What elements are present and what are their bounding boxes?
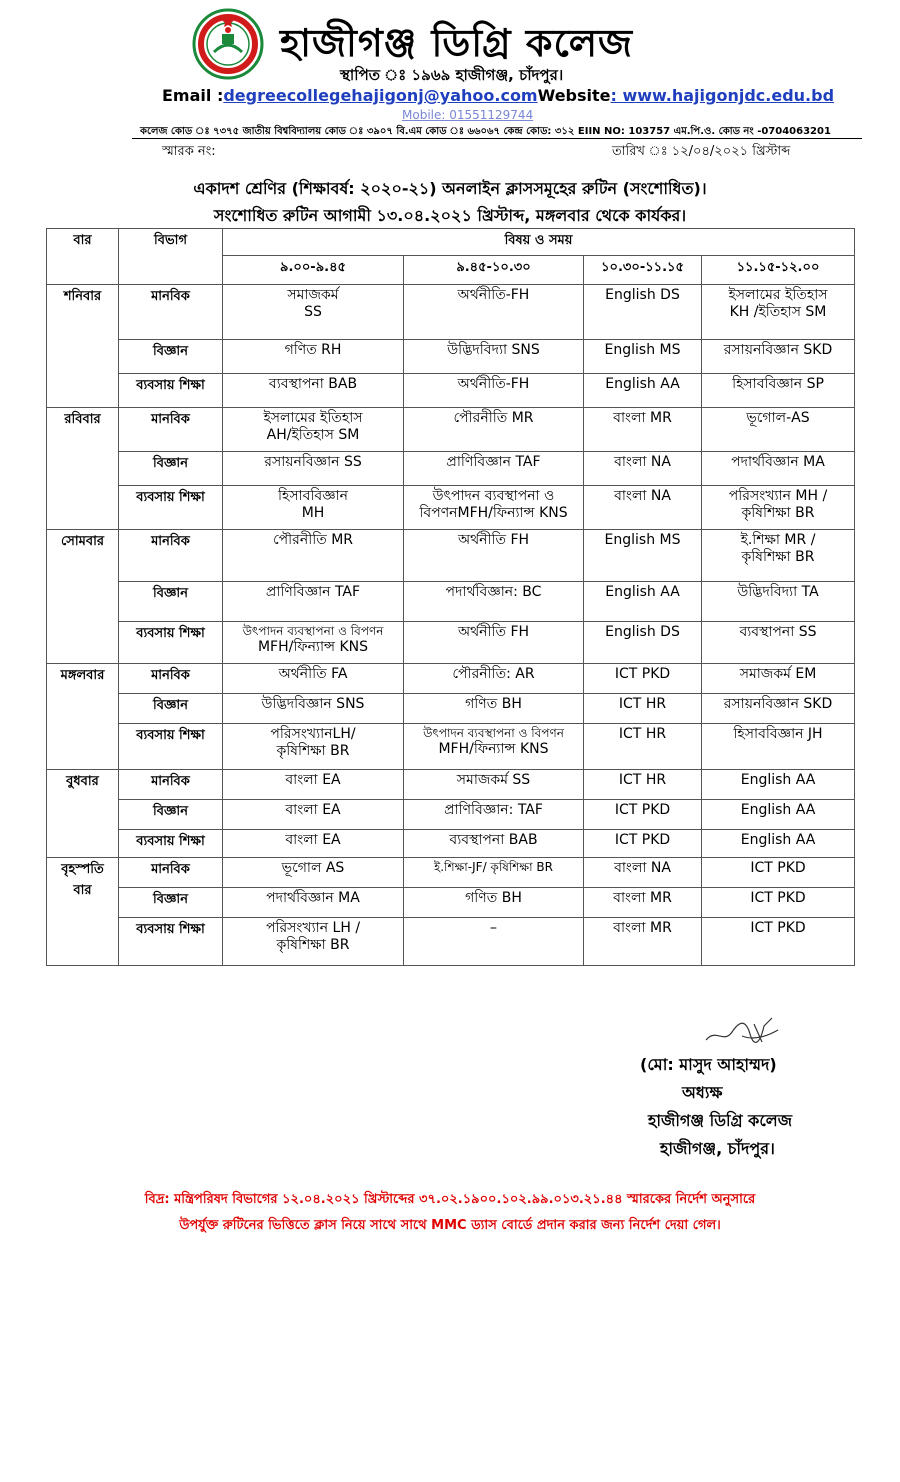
subject-line: ব্যবস্থাপনা BAB xyxy=(268,376,358,392)
subject-line: রসায়নবিজ্ঞান SKD xyxy=(723,342,833,358)
subject-cell xyxy=(702,582,855,622)
subject-cell xyxy=(223,858,404,888)
subject-line: ICT PKD xyxy=(614,802,671,818)
subject-cell xyxy=(223,918,404,966)
subject-cell xyxy=(584,340,702,374)
day-cell: বুধবার xyxy=(47,770,119,858)
teacher-line: KH /ইতিহাস SM xyxy=(729,304,827,321)
subject-cell xyxy=(702,622,855,664)
subject-line: English MS xyxy=(604,532,681,548)
subject-cell xyxy=(223,530,404,582)
table-row xyxy=(47,770,855,800)
teacher-line: বিপণনMFH/ফিন্যান্স KNS xyxy=(419,505,568,522)
table-row xyxy=(47,285,855,340)
subject-line: English AA xyxy=(740,832,816,848)
subject-line: গণিত BH xyxy=(465,890,522,906)
routine-title: একাদশ শ্রেণির (শিক্ষাবর্ষ: ২০২০-২১) অনলাইন ক্লাসসমূহের রুটিন (সংশোধিত)। xyxy=(193,179,707,198)
subject-line: পৌরনীতি MR xyxy=(272,532,354,548)
subject-cell xyxy=(223,285,404,340)
subject-line: পদার্থবিজ্ঞান: BC xyxy=(445,584,542,600)
subject-cell xyxy=(584,622,702,664)
subject-cell xyxy=(584,888,702,918)
table-row xyxy=(47,724,855,770)
signatory-place: হাজীগঞ্জ, চাঁদপুর। xyxy=(660,1139,775,1158)
subject-line: বাংলা EA xyxy=(285,772,341,788)
subject-cell xyxy=(584,694,702,724)
subject-cell xyxy=(223,664,404,694)
subject-line: – xyxy=(490,920,497,936)
subject-cell xyxy=(223,830,404,858)
table-row xyxy=(47,374,855,408)
subject-cell xyxy=(223,374,404,408)
teacher-line: কৃষিশিক্ষা BR xyxy=(741,549,815,566)
day-cell: রবিবার xyxy=(47,408,119,530)
table-row xyxy=(47,408,855,452)
subject-line: পদার্থবিজ্ঞান MA xyxy=(731,454,825,470)
subject-line: English DS xyxy=(605,624,680,640)
subject-cell xyxy=(702,664,855,694)
subject-line: অর্থনীতি-FH xyxy=(457,287,530,303)
time-slot-4: ১১.১৫-১২.০০ xyxy=(702,256,855,285)
subject-line: বাংলা MR xyxy=(613,890,672,906)
table-row xyxy=(47,530,855,582)
subject-cell xyxy=(404,622,584,664)
subject-cell xyxy=(702,486,855,530)
table-row xyxy=(47,486,855,530)
subject-line: প্রাণিবিজ্ঞান: TAF xyxy=(444,802,543,818)
subject-cell xyxy=(404,664,584,694)
subject-line: English DS xyxy=(605,287,680,303)
subject-line: ICT PKD xyxy=(750,860,806,876)
subject-line: বাংলা NA xyxy=(614,488,671,504)
subject-line: হিসাববিজ্ঞান xyxy=(277,488,349,504)
time-slot-3: ১০.৩০-১১.১৫ xyxy=(584,256,702,285)
subject-line: ব্যবস্থাপনা SS xyxy=(739,624,817,640)
subject-line: হিসাববিজ্ঞান SP xyxy=(732,376,824,392)
subject-line: গণিত RH xyxy=(284,342,342,358)
subject-cell xyxy=(404,530,584,582)
day-cell: বৃহস্পতি বার xyxy=(47,858,119,966)
subject-cell xyxy=(584,770,702,800)
table-row xyxy=(47,452,855,486)
subject-cell xyxy=(702,340,855,374)
table-row xyxy=(47,622,855,664)
subject-line: ইসলামের ইতিহাস xyxy=(728,287,828,303)
department-cell: মানবিক xyxy=(119,285,223,340)
subject-line: English AA xyxy=(605,584,680,600)
header-divider xyxy=(132,138,862,139)
subject-cell xyxy=(584,486,702,530)
subject-cell xyxy=(584,285,702,340)
teacher-line: MFH/ফিন্যান্স KNS xyxy=(257,638,369,655)
subject-cell xyxy=(584,918,702,966)
subject-line: পরিসংখ্যান LH / xyxy=(265,920,361,936)
notice-line-2: উপর্যুক্ত রুটিনের ভিত্তিতে ক্লাস নিয়ে সাথে সাথে MMC ড্যাস বোর্ডে প্রদান করার জন্য নির্দেশ দেয়া গেল। xyxy=(179,1218,721,1233)
subject-cell xyxy=(404,694,584,724)
routine-effective-note: সংশোধিত রুটিন আগামী ১৩.০৪.২০২১ খ্রিস্টাব্দ, মঙ্গলবার থেকে কার্যকর। xyxy=(213,206,687,225)
subject-line: English AA xyxy=(605,376,680,392)
department-cell: বিজ্ঞান xyxy=(119,694,223,724)
subject-cell xyxy=(584,408,702,452)
department-cell: মানবিক xyxy=(119,664,223,694)
subject-line: English AA xyxy=(740,772,816,788)
subject-cell xyxy=(584,530,702,582)
table-row xyxy=(47,888,855,918)
college-logo xyxy=(192,8,264,80)
department-cell: ব্যবসায় শিক্ষা xyxy=(119,918,223,966)
subject-line: বাংলা MR xyxy=(613,410,672,426)
subject-line: উৎপাদন ব্যবস্থাপনা ও বিপণন xyxy=(242,624,384,638)
department-cell: বিজ্ঞান xyxy=(119,452,223,486)
subject-cell xyxy=(404,452,584,486)
subject-cell xyxy=(584,374,702,408)
subject-line: অর্থনীতি-FH xyxy=(457,376,530,392)
department-cell: ব্যবসায় শিক্ষা xyxy=(119,830,223,858)
subject-cell xyxy=(223,486,404,530)
subject-cell xyxy=(404,582,584,622)
subject-line: উদ্ভিদবিজ্ঞান SNS xyxy=(261,696,365,712)
subject-line: ইসলামের ইতিহাস xyxy=(263,410,363,426)
subject-cell xyxy=(404,374,584,408)
subject-line: English AA xyxy=(740,802,816,818)
column-header-subject-time: বিষয় ও সময় xyxy=(223,229,855,256)
column-header-department: বিভাগ xyxy=(119,229,223,285)
subject-line: ICT PKD xyxy=(750,890,806,906)
department-cell: ব্যবসায় শিক্ষা xyxy=(119,724,223,770)
subject-cell xyxy=(223,724,404,770)
subject-line: বাংলা MR xyxy=(613,920,672,936)
department-cell: বিজ্ঞান xyxy=(119,800,223,830)
subject-line: ICT HR xyxy=(618,772,667,788)
subject-cell xyxy=(702,408,855,452)
subject-cell xyxy=(702,858,855,888)
email-label: Email : xyxy=(162,86,224,105)
subject-line: ই.শিক্ষা-JF/ কৃষিশিক্ষা BR xyxy=(434,860,553,874)
teacher-line: কৃষিশিক্ষা BR xyxy=(741,505,815,522)
subject-line: সমাজকর্ম xyxy=(287,287,339,303)
subject-line: English MS xyxy=(604,342,681,358)
website-link[interactable]: : www.hajigonjdc.edu.bd xyxy=(610,86,835,105)
day-cell: শনিবার xyxy=(47,285,119,408)
time-slot-2: ৯.৪৫-১০.৩০ xyxy=(404,256,584,285)
subject-cell xyxy=(404,918,584,966)
subject-line: বাংলা EA xyxy=(285,832,341,848)
subject-line: ICT PKD xyxy=(614,666,671,682)
subject-line: প্রাণিবিজ্ঞান TAF xyxy=(265,584,361,600)
subject-line: ব্যবস্থাপনা BAB xyxy=(449,832,538,848)
subject-cell xyxy=(404,800,584,830)
subject-cell xyxy=(584,664,702,694)
subject-cell xyxy=(702,800,855,830)
subject-line: রসায়নবিজ্ঞান SS xyxy=(264,454,362,470)
subject-cell xyxy=(404,770,584,800)
table-row xyxy=(47,858,855,888)
subject-line: অর্থনীতি FH xyxy=(457,532,530,548)
subject-cell xyxy=(584,582,702,622)
day-cell: সোমবার xyxy=(47,530,119,664)
department-cell: মানবিক xyxy=(119,858,223,888)
subject-line: অর্থনীতি FH xyxy=(457,624,530,640)
subject-cell xyxy=(584,858,702,888)
table-row xyxy=(47,664,855,694)
teacher-line: MH xyxy=(301,505,325,522)
subject-line: উৎপাদন ব্যবস্থাপনা ও বিপণন xyxy=(423,726,564,740)
subject-cell xyxy=(702,285,855,340)
subject-cell xyxy=(404,858,584,888)
subject-cell xyxy=(702,452,855,486)
department-cell: ব্যবসায় শিক্ষা xyxy=(119,374,223,408)
subject-line: উদ্ভিদবিদ্যা TA xyxy=(737,584,819,600)
routine-table xyxy=(46,228,855,966)
subject-line: পরিসংখ্যান MH / xyxy=(728,488,828,504)
subject-line: বাংলা NA xyxy=(614,454,671,470)
day-cell: মঙ্গলবার xyxy=(47,664,119,770)
subject-cell xyxy=(584,830,702,858)
subject-cell xyxy=(223,340,404,374)
subject-line: ই.শিক্ষা MR / xyxy=(740,532,816,548)
signatory-title: অধ্যক্ষ xyxy=(682,1083,723,1102)
contact-line xyxy=(162,86,834,105)
subject-line: ICT HR xyxy=(618,726,667,742)
subject-line: সমাজকর্ম SS xyxy=(456,772,531,788)
subject-line: রসায়নবিজ্ঞান SKD xyxy=(723,696,833,712)
department-cell: বিজ্ঞান xyxy=(119,340,223,374)
subject-cell xyxy=(223,452,404,486)
subject-cell xyxy=(702,724,855,770)
subject-cell xyxy=(404,830,584,858)
subject-cell xyxy=(223,622,404,664)
department-cell: মানবিক xyxy=(119,770,223,800)
table-row xyxy=(47,800,855,830)
subject-cell xyxy=(702,530,855,582)
subject-line: প্রাণিবিজ্ঞান TAF xyxy=(446,454,541,470)
subject-line: পরিসংখ্যানLH/ xyxy=(270,726,356,742)
subject-cell xyxy=(404,340,584,374)
subject-line: গণিত BH xyxy=(465,696,522,712)
table-row xyxy=(47,582,855,622)
subject-cell xyxy=(702,770,855,800)
table-row xyxy=(47,694,855,724)
subject-line: উদ্ভিদবিদ্যা SNS xyxy=(447,342,540,358)
teacher-line: SS xyxy=(304,304,322,321)
subject-cell xyxy=(702,918,855,966)
subject-line: উৎপাদন ব্যবস্থাপনা ও xyxy=(432,488,555,504)
subject-cell xyxy=(404,486,584,530)
subject-cell xyxy=(223,770,404,800)
column-header-day: বার xyxy=(47,229,119,285)
subject-cell xyxy=(702,374,855,408)
department-cell: বিজ্ঞান xyxy=(119,582,223,622)
subject-line: বাংলা EA xyxy=(285,802,341,818)
time-slot-1: ৯.০০-৯.৪৫ xyxy=(223,256,404,285)
subject-cell xyxy=(223,694,404,724)
subject-cell xyxy=(702,694,855,724)
subject-line: ভূগোল AS xyxy=(281,860,345,876)
established-line: স্থাপিত ঃ ১৯৬৯ হাজীগঞ্জ, চাঁদপুর। xyxy=(340,66,564,84)
subject-line: বাংলা NA xyxy=(614,860,671,876)
department-cell: ব্যবসায় শিক্ষা xyxy=(119,622,223,664)
memo-number: স্মারক নং: xyxy=(162,144,216,159)
principal-signature xyxy=(702,1014,782,1048)
subject-cell xyxy=(404,408,584,452)
teacher-line: কৃষিশিক্ষা BR xyxy=(276,937,350,954)
subject-cell xyxy=(404,285,584,340)
subject-cell xyxy=(702,830,855,858)
signatory-name: (মো: মাসুদ আহাম্মদ) xyxy=(640,1055,777,1074)
email-link[interactable]: degreecollegehajigonj@yahoo.com xyxy=(223,86,538,105)
website-label: Website xyxy=(537,86,611,105)
signatory-college: হাজীগঞ্জ ডিগ্রি কলেজ xyxy=(648,1111,793,1130)
teacher-line: MFH/ফিন্যান্স KNS xyxy=(438,740,549,757)
issue-date: তারিখ ঃ ১২/০৪/২০২১ খ্রিস্টাব্দ xyxy=(612,144,791,159)
subject-line: পৌরনীতি MR xyxy=(453,410,534,426)
table-row xyxy=(47,830,855,858)
subject-line: ভূগোল-AS xyxy=(746,410,810,426)
subject-line: ICT HR xyxy=(618,696,667,712)
subject-cell xyxy=(404,724,584,770)
department-cell: ব্যবসায় শিক্ষা xyxy=(119,486,223,530)
department-cell: মানবিক xyxy=(119,530,223,582)
institution-codes: কলেজ কোড ঃ ৭৩৭৫ জাতীয় বিশ্ববিদ্যালয় কোড ঃ ৩৯০৭ বি.এম কোড ঃ ৬৬০৬৭ কেন্দ্র কোড: ৩১২ EIIN NO: 103757 এম.পি.ও. কোড নং -0704063201 xyxy=(140,126,831,137)
department-cell: মানবিক xyxy=(119,408,223,452)
subject-line: ICT PKD xyxy=(750,920,806,936)
subject-line: হিসাববিজ্ঞান JH xyxy=(733,726,823,742)
subject-cell xyxy=(223,582,404,622)
subject-line: অর্থনীতি FA xyxy=(278,666,348,682)
mobile-number[interactable]: Mobile: 01551129744 xyxy=(402,108,534,122)
subject-cell xyxy=(223,408,404,452)
subject-line: পৌরনীতি: AR xyxy=(452,666,535,682)
subject-cell xyxy=(702,888,855,918)
subject-cell xyxy=(223,800,404,830)
subject-cell xyxy=(584,452,702,486)
subject-cell xyxy=(584,724,702,770)
college-name: হাজীগঞ্জ ডিগ্রি কলেজ xyxy=(280,21,634,65)
teacher-line: AH/ইতিহাস SM xyxy=(266,427,360,444)
subject-line: পদার্থবিজ্ঞান MA xyxy=(266,890,360,906)
notice-line-1: বিদ্র: মন্ত্রিপরিষদ বিভাগের ১২.০৪.২০২১ খ্রিস্টাব্দের ৩৭.০২.১৯০০.১০২.৯৯.০১৩.২১.৪৪ স্মারকের নির্দেশ অনুসারে xyxy=(144,1192,756,1207)
table-row xyxy=(47,340,855,374)
subject-line: ICT PKD xyxy=(614,832,671,848)
teacher-line: কৃষিশিক্ষা BR xyxy=(276,743,350,760)
subject-line: সমাজকর্ম EM xyxy=(739,666,817,682)
department-cell: বিজ্ঞান xyxy=(119,888,223,918)
subject-cell xyxy=(404,888,584,918)
table-row xyxy=(47,918,855,966)
subject-cell xyxy=(223,888,404,918)
subject-cell xyxy=(584,800,702,830)
